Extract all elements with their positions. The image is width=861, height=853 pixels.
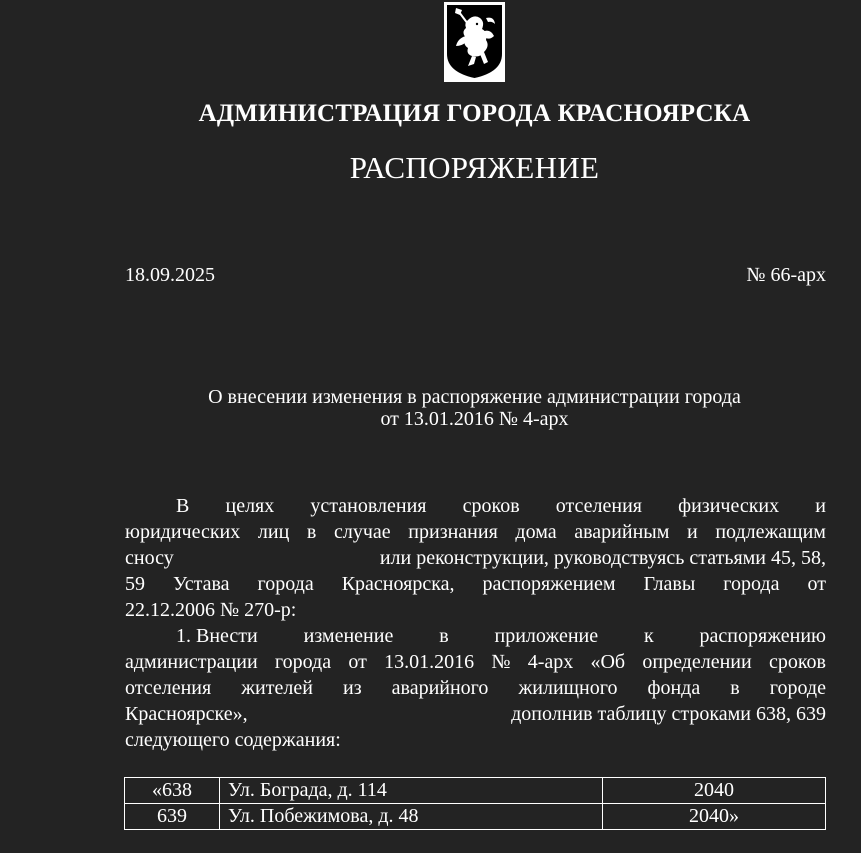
row-number: «638 <box>125 778 220 804</box>
body-line: сносу или реконструкции, руководствуясь статьями 45, 58, <box>125 547 826 569</box>
body-line: отселения жителей из аварийного жилищного фонда в городе <box>125 677 826 699</box>
document-subject <box>0 386 861 430</box>
body-line: юридических лиц в случае признания дома аварийным и подлежащим <box>125 521 826 543</box>
row-address: Ул. Бограда, д. 114 <box>220 778 603 804</box>
row-address: Ул. Побежимова, д. 48 <box>220 804 603 830</box>
document-type: РАСПОРЯЖЕНИЕ <box>349 150 600 185</box>
subject-line-2: от 13.01.2016 № 4-арх <box>380 408 569 430</box>
row-number: 639 <box>125 804 220 830</box>
buildings-table <box>124 777 826 830</box>
coat-of-arms-icon <box>444 2 505 82</box>
body-line: В целях установления сроков отселения физических и <box>176 495 826 517</box>
body-line: администрации города от 13.01.2016 № 4-арх «Об определении сроков <box>125 651 826 673</box>
body-line: 1. Внести изменение в приложение к распоряжению <box>176 625 826 647</box>
organization-title: АДМИНИСТРАЦИЯ ГОРОДА КРАСНОЯРСКА <box>198 100 751 127</box>
body-line: 59 Устава города Красноярска, распоряжением Главы города от <box>125 573 826 595</box>
body-line: следующего содержания: <box>125 729 341 751</box>
row-year: 2040 <box>603 778 826 804</box>
table-row <box>125 804 826 830</box>
body-line: 22.12.2006 № 270-р: <box>125 599 297 621</box>
document-date: 18.09.2025 <box>125 264 215 286</box>
table-row <box>125 778 826 804</box>
body-line: Красноярске», дополнив таблицу строками 638, 639 <box>125 703 826 725</box>
document-body <box>125 493 826 753</box>
row-year: 2040» <box>603 804 826 830</box>
document-number: № 66-арх <box>746 264 826 286</box>
subject-line-1: О внесении изменения в распоряжение администрации города <box>208 386 741 408</box>
